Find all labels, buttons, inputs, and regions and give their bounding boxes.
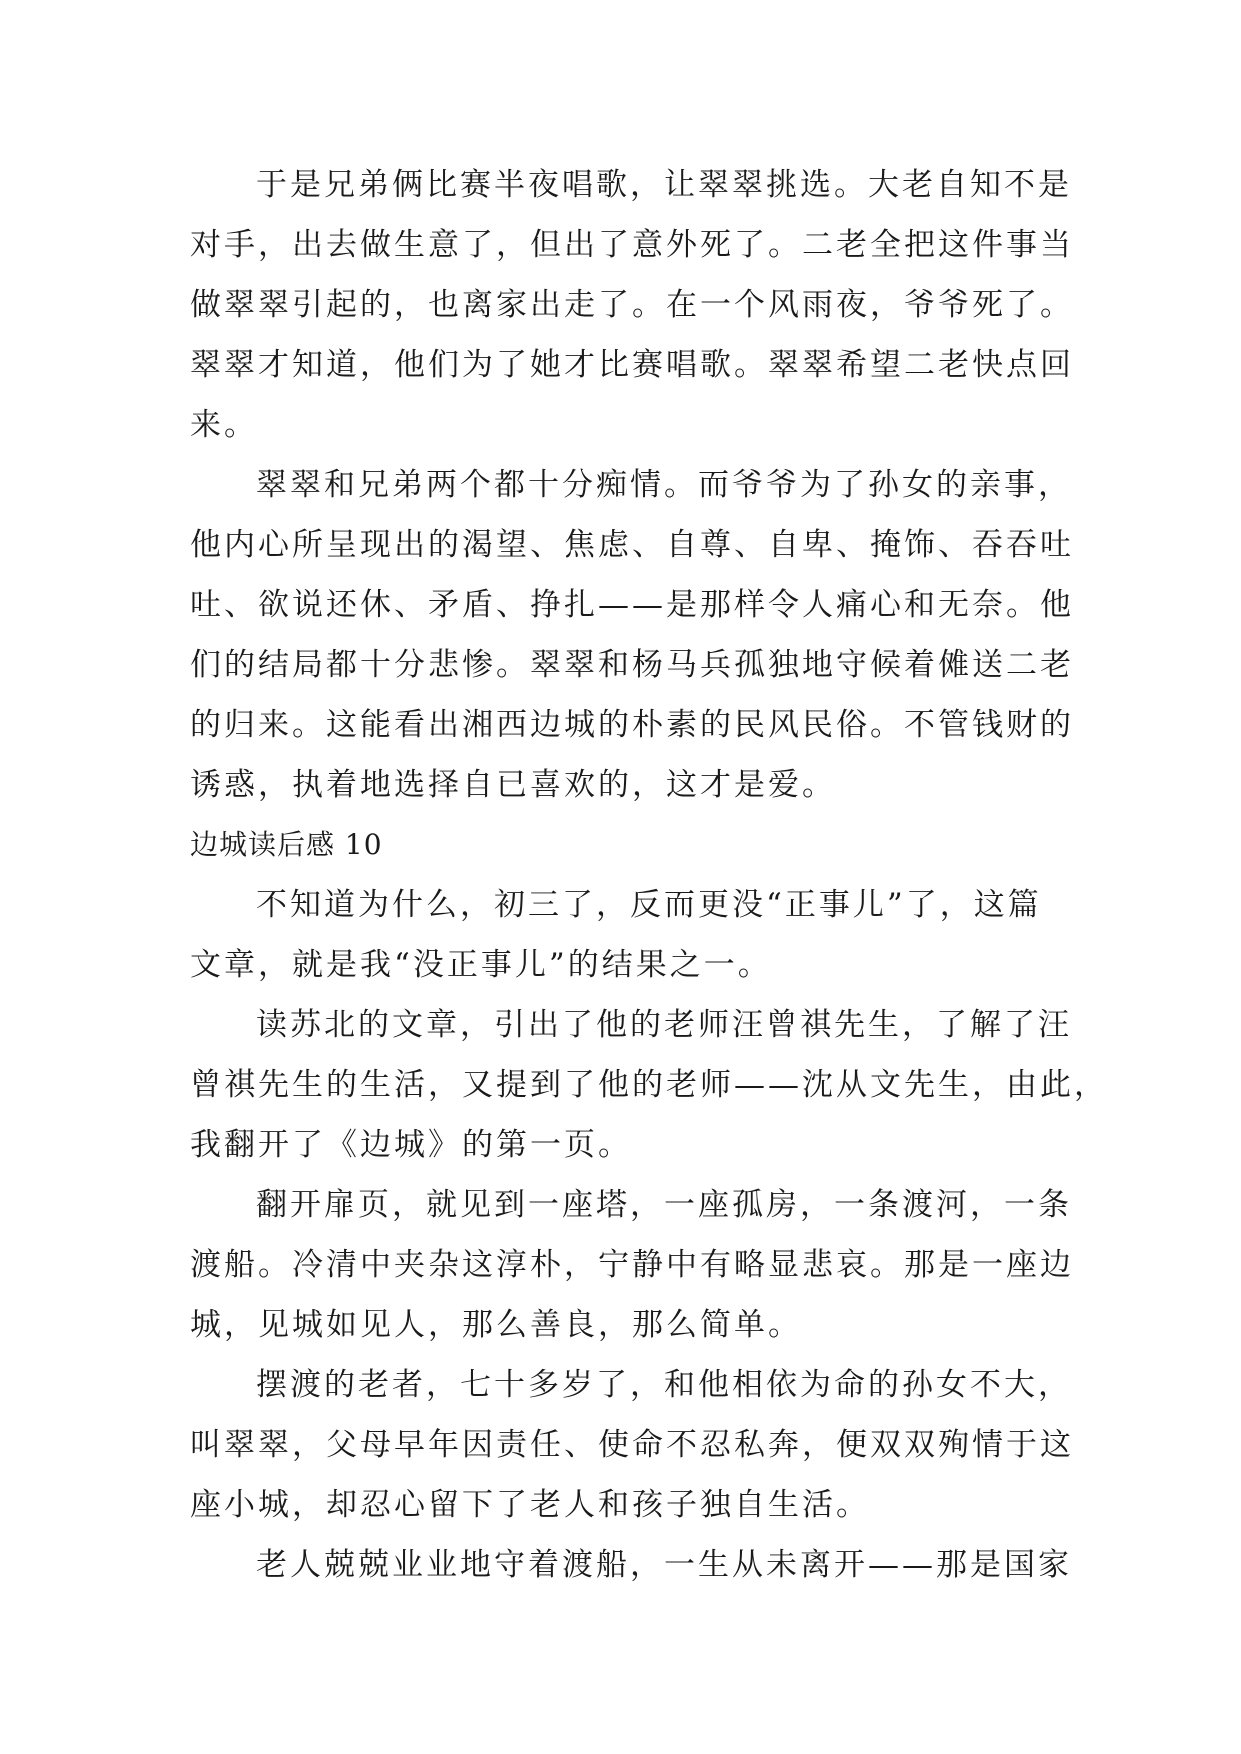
section-heading: 边城读后感 10 <box>190 828 383 861</box>
paragraph-line: 他内心所呈现出的渴望、焦虑、自尊、自卑、掩饰、吞吞吐 <box>190 527 1074 563</box>
paragraph-line: 摆渡的老者，七十多岁了，和他相依为命的孙女不大， <box>256 1367 1072 1403</box>
paragraph-line: 渡船。冷清中夹杂这淳朴，宁静中有略显悲哀。那是一座边 <box>190 1247 1074 1283</box>
paragraph-line: 文章，就是我“没正事儿”的结果之一。 <box>190 947 772 983</box>
paragraph-line: 叫翠翠，父母早年因责任、使命不忍私奔，便双双殉情于这 <box>190 1427 1074 1463</box>
paragraph-line: 翻开扉页，就见到一座塔，一座孤房，一条渡河，一条 <box>256 1187 1072 1223</box>
paragraph-line: 城，见城如见人，那么善良，那么简单。 <box>190 1307 802 1343</box>
paragraph-line: 做翠翠引起的，也离家出走了。在一个风雨夜，爷爷死了。 <box>190 287 1074 323</box>
document-page <box>190 155 1108 1595</box>
paragraph-line: 不知道为什么，初三了，反而更没“正事儿”了，这篇 <box>256 887 1042 923</box>
paragraph-line: 翠翠和兄弟两个都十分痴情。而爷爷为了孙女的亲事， <box>256 467 1072 503</box>
paragraph-line: 曾祺先生的生活，又提到了他的老师——沈从文先生，由此， <box>190 1067 1108 1103</box>
paragraph-line: 我翻开了《边城》的第一页。 <box>190 1127 632 1163</box>
paragraph-line: 来。 <box>190 407 258 443</box>
paragraph-line: 的归来。这能看出湘西边城的朴素的民风民俗。不管钱财的 <box>190 707 1074 743</box>
paragraph-line: 座小城，却忍心留下了老人和孩子独自生活。 <box>190 1487 870 1523</box>
paragraph-line: 对手，出去做生意了，但出了意外死了。二老全把这件事当 <box>190 227 1074 263</box>
paragraph-line: 老人兢兢业业地守着渡船，一生从未离开——那是国家 <box>256 1547 1072 1583</box>
paragraph-line: 于是兄弟俩比赛半夜唱歌，让翠翠挑选。大老自知不是 <box>256 167 1072 203</box>
paragraph-line: 们的结局都十分悲惨。翠翠和杨马兵孤独地守候着傩送二老 <box>190 647 1074 683</box>
paragraph-line: 翠翠才知道，他们为了她才比赛唱歌。翠翠希望二老快点回 <box>190 347 1074 383</box>
paragraph-line: 读苏北的文章，引出了他的老师汪曾祺先生，了解了汪 <box>256 1007 1072 1043</box>
paragraph-line: 诱惑，执着地选择自已喜欢的，这才是爱。 <box>190 767 836 803</box>
paragraph-line: 吐、欲说还休、矛盾、挣扎——是那样令人痛心和无奈。他 <box>190 587 1074 623</box>
